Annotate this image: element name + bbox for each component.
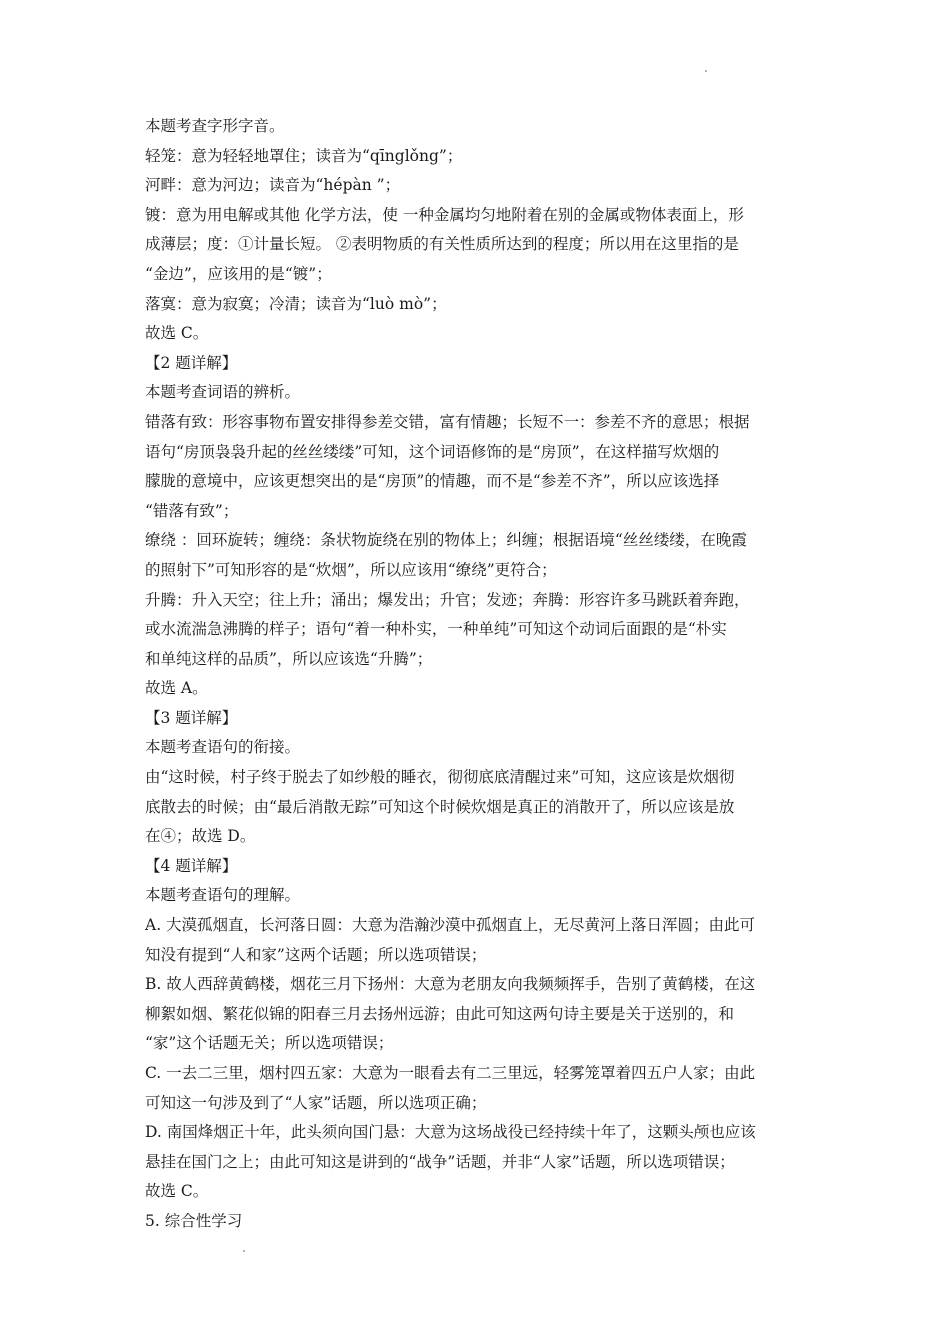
text-line: 5. 综合性学习 (145, 1211, 243, 1230)
text-line: C. 一去二三里，烟村四五家：大意为一眼看去有二三里远，轻雾笼罩着四五户人家；由此 (145, 1064, 756, 1082)
text-line: “家”这个话题无关；所以选项错误； (145, 1034, 394, 1053)
text-line: 底散去的时候；由“最后消散无踪”可知这个时候炊烟是真正的消散开了，所以应该是放 (145, 797, 735, 816)
text-line: 知没有提到“人和家”这两个话题；所以选项错误； (145, 945, 487, 964)
text-line: 的照射下”可知形容的是“炊烟”，所以应该用“缭绕”更符合； (145, 560, 557, 579)
text-line: “金边”，应该用的是“镀”； (145, 264, 332, 283)
text-line: 朦胧的意境中，应该更想突出的是“房顶”的情趣，而不是“参差不齐”，所以应该选择 (145, 472, 720, 491)
text-line: 语句“房顶袅袅升起的丝丝缕缕”可知，这个词语修饰的是“房顶”，在这样描写炊烟的 (145, 442, 720, 461)
text-line: 可知这一句涉及到了“人家”话题，所以选项正确； (145, 1093, 487, 1112)
text-line: 故选 C。 (145, 324, 209, 343)
page-mark-bottom (243, 1250, 245, 1252)
document-body (145, 112, 810, 1237)
text-line: 河畔：意为河边；读音为“hépàn ”； (145, 176, 401, 195)
text-line: 和单纯这样的品质”，所以应该选“升腾”； (145, 649, 433, 668)
text-line: 本题考查语句的衔接。 (145, 738, 301, 757)
text-line: 错落有致：形容事物布置安排得参差交错，富有情趣；长短不一：参差不齐的意思；根据 (145, 412, 750, 431)
text-line: B. 故人西辞黄鹤楼，烟花三月下扬州：大意为老朋友向我频频挥手，告别了黄鹤楼，在这 (145, 975, 756, 994)
text-line: 升腾：升入天空；往上升；涌出；爆发出；升官；发迹；奔腾：形容许多马跳跃着奔跑， (145, 590, 750, 609)
text-line: A. 大漠孤烟直，长河落日圆：大意为浩瀚沙漠中孤烟直上，无尽黄河上落日浑圆；由此可 (145, 916, 756, 935)
text-line: 缭绕 ：回环旋转；缠绕：条状物旋绕在别的物体上；纠缠；根据语境“丝丝缕缕，在晚霞 (145, 531, 747, 550)
text-line: “错落有致”； (145, 501, 239, 520)
text-line: 【2 题详解】 (145, 353, 238, 372)
text-line: 成薄层；度：①计量长短。 ②表明物质的有关性质所达到的程度；所以用在这里指的是 (145, 235, 739, 254)
text-line: 悬挂在国门之上；由此可知这是讲到的“战争”话题，并非“人家”话题，所以选项错误； (145, 1152, 735, 1171)
text-line: 故选 C。 (145, 1182, 209, 1201)
text-line: 在④；故选 D。 (145, 827, 256, 846)
text-line: 本题考查词语的辨析。 (145, 383, 301, 402)
page-mark-top (705, 70, 707, 72)
text-line: 故选 A。 (145, 679, 208, 698)
text-line: D. 南国烽烟正十年，此头须向国门悬：大意为这场战役已经持续十年了，这颗头颅也应该 (145, 1123, 756, 1142)
text-line: 本题考查字形字音。 (145, 117, 285, 135)
text-line: 柳絮如烟、繁花似锦的阳春三月去扬州远游；由此可知这两句诗主要是关于送别的，和 (145, 1004, 735, 1023)
text-line: 或水流湍急沸腾的样子；语句“着一种朴实，一种单纯”可知这个动词后面跟的是“朴实 (145, 620, 727, 639)
text-line: 镀：意为用电解或其他 化学方法，使 一种金属均匀地附着在别的金属或物体表面上，形 (145, 205, 744, 224)
text-line: 轻笼：意为轻轻地罩住；读音为“qīnglǒng”； (145, 146, 463, 165)
text-line: 【3 题详解】 (145, 708, 238, 727)
text-line: 本题考查语句的理解。 (145, 886, 301, 905)
text-line: 落寞：意为寂寞；冷清；读音为“luò mò”； (145, 294, 447, 313)
text-line: 由“这时候，村子终于脱去了如纱般的睡衣，彻彻底底清醒过来”可知，这应该是炊烟彻 (145, 768, 735, 787)
text-line: 【4 题详解】 (145, 856, 238, 875)
